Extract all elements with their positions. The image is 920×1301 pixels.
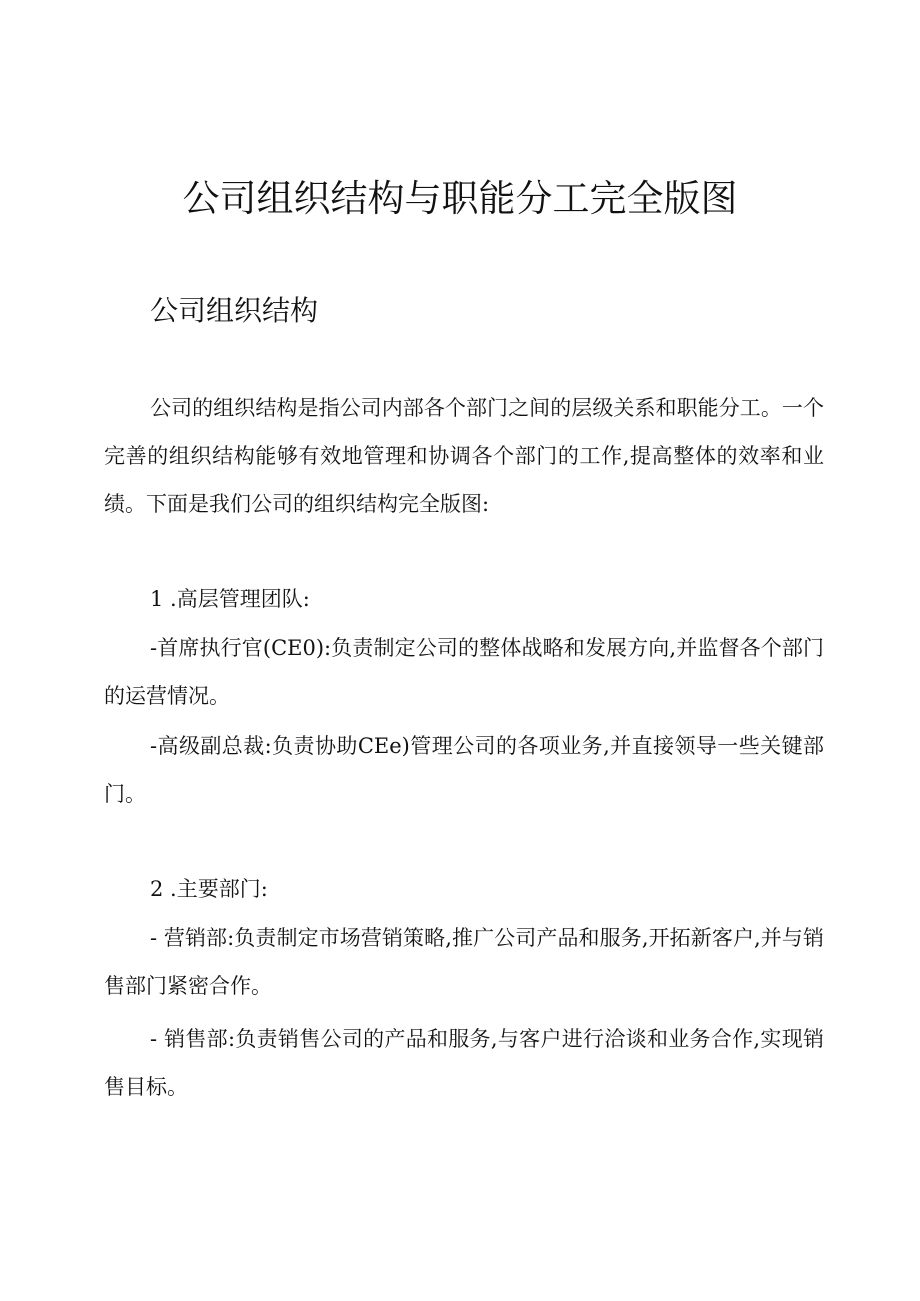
section-2-item-marketing: - 营销部:负责制定市场营销策略,推广公司产品和服务,开拓新客户,并与销售部门紧密合作。 (104, 926, 824, 998)
section-2-heading: 2 .主要部门: (150, 877, 268, 901)
section-1-heading: 1 .高层管理团队: (150, 587, 310, 611)
section-1-item-svp: -高级副总裁:负责协助CEe)管理公司的各项业务,并直接领导一些关键部门。 (104, 734, 824, 806)
intro-paragraph: 公司的组织结构是指公司内部各个部门之间的层级关系和职能分工。一个完善的组织结构能够有效地管理和协调各个部门的工作,提高整体的效率和业绩。下面是我们公司的组织结构完全版图: (104, 396, 824, 516)
document-title: 公司组织结构与职能分工完全版图 (182, 177, 738, 220)
section-2-item-sales: - 销售部:负责销售公司的产品和服务,与客户进行洽谈和业务合作,实现销售目标。 (104, 1027, 824, 1099)
section-1-item-ceo: -首席执行官(CE0):负责制定公司的整体战略和发展方向,并监督各个部门的运营情况。 (104, 636, 824, 708)
section-heading: 公司组织结构 (150, 294, 319, 327)
